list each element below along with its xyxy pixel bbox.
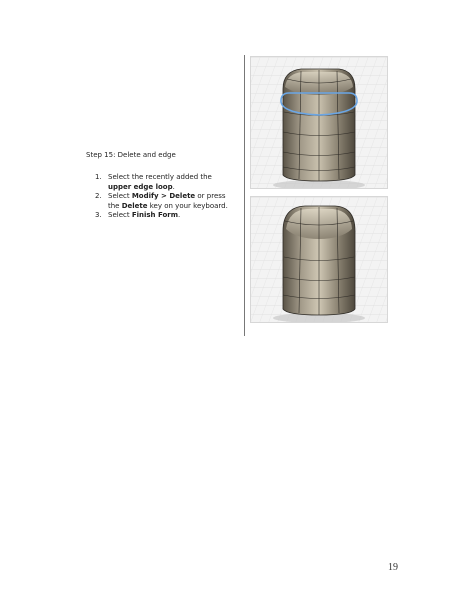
step-title: Step 15: Delete and edge [86,151,176,159]
instruction-text: Select the recently added the [108,173,212,181]
model-image-after [251,197,387,322]
column-divider [244,55,245,336]
instruction-item [95,211,235,221]
figure-selected-edge-loop [250,56,388,189]
instruction-text: Select [108,211,132,220]
instruction-emphasis: Delete [121,201,148,210]
instruction-item [95,192,235,211]
instruction-text: key on your keyboard. [147,201,228,210]
instruction-emphasis: Modify > Delete [131,192,196,201]
instruction-emphasis: upper edge loop [108,182,173,191]
instruction-text: Select [108,192,132,201]
instruction-number: 3. [95,211,102,220]
figure-finished-form [250,196,388,323]
page-number: 19 [388,562,398,573]
instruction-emphasis: Finish Form [131,211,179,220]
instruction-item [95,173,235,192]
instruction-list [95,173,235,221]
instruction-number: 2. [95,192,102,201]
instruction-text: . [178,211,181,220]
instruction-text: or press the [108,192,226,210]
instruction-text: . [172,182,175,191]
instruction-number: 1. [95,173,102,181]
model-image-before [251,57,387,188]
